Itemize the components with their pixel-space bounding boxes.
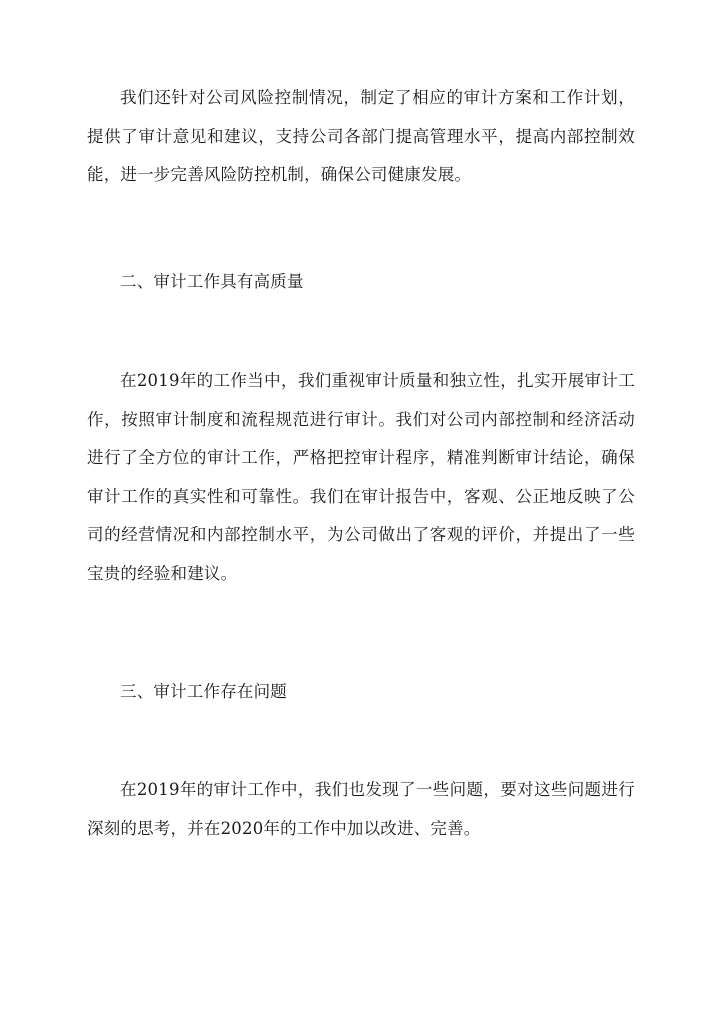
body-paragraph-risk-control: 我们还针对公司风险控制情况，制定了相应的审计方案和工作计划，提供了审计意见和建议，支持公司各部门提高管理水平，提高内部控制效能，进一步完善风险防控机制，确保公司健康发展。	[87, 88, 635, 184]
section-heading-high-quality: 二、审计工作具有高质量	[120, 272, 304, 291]
body-paragraph-audit-quality: 在2019年的工作当中，我们重视审计质量和独立性，扎实开展审计工作，按照审计制度和流程规范进行审计。我们对公司内部控制和经济活动进行了全方位的审计工作，严格把控审计程序，精准判断审计结论，确保审计工作的真实性和可靠性。我们在审计报告中，客观、公正地反映了公司的经营情况和内部控制水平，为公司做出了客观的评价，并提出了一些宝贵的经验和建议。	[87, 371, 635, 583]
body-paragraph-problems: 在2019年的审计工作中，我们也发现了一些问题，要对这些问题进行深刻的思考，并在2020年的工作中加以改进、完善。	[87, 780, 635, 838]
section-heading-problems: 三、审计工作存在问题	[120, 682, 287, 701]
